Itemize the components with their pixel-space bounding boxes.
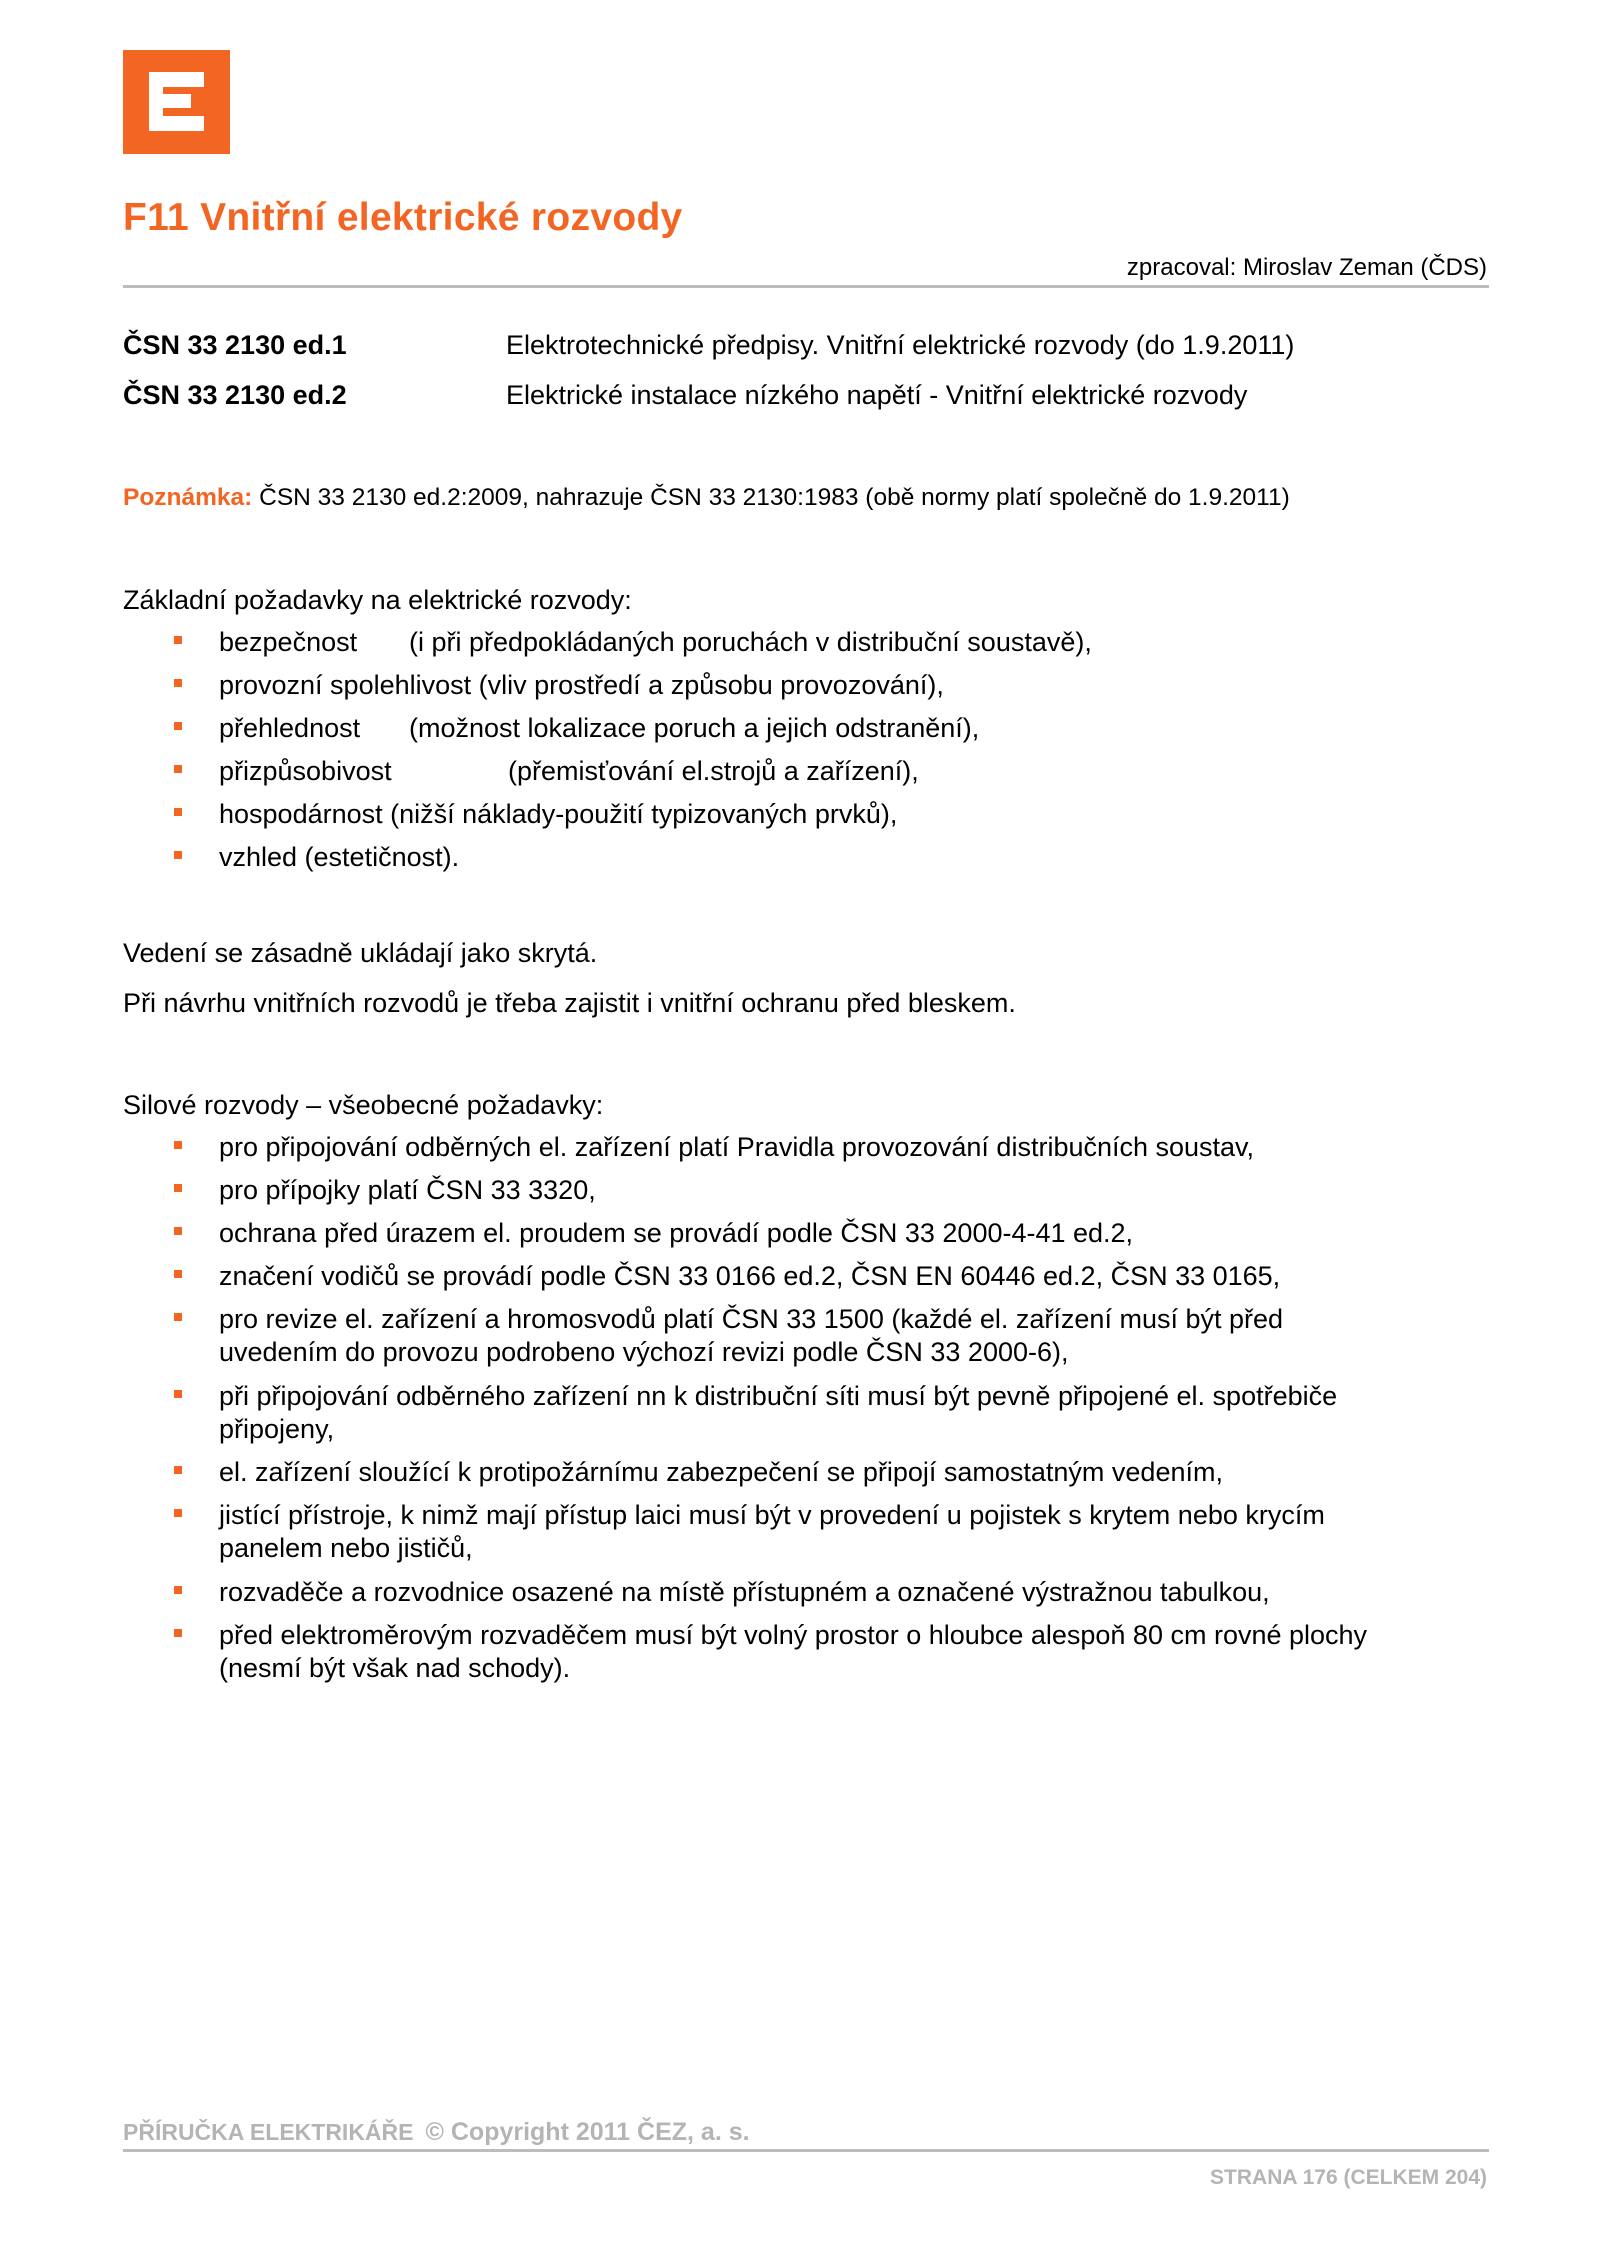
bullet-icon	[174, 1313, 182, 1321]
paragraph: Vedení se zásadně ukládají jako skrytá.	[123, 938, 598, 968]
standard-code: ČSN 33 2130 ed.1	[123, 330, 347, 360]
list-item-line: uvedením do provozu podrobeno výchozí revizi podle ČSN 33 2000-6),	[219, 1337, 1069, 1367]
list-item-line: pro připojování odběrných el. zařízení platí Pravidla provozování distribučních soustav,	[219, 1132, 1255, 1162]
bullet-icon	[174, 636, 182, 644]
list-item	[219, 755, 1489, 788]
list-item-line: el. zařízení sloužící k protipožárnímu zabezpečení se připojí samostatným vedením,	[219, 1457, 1223, 1487]
page-title: F11 Vnitřní elektrické rozvody	[123, 196, 683, 239]
list-item	[219, 1174, 1489, 1207]
list-item-line: připojeny,	[219, 1414, 335, 1444]
list-item: hospodárnost (nižší náklady-použití typizovaných prvků),	[219, 799, 898, 829]
list-item-term: přizpůsobivost	[219, 756, 392, 786]
note-text: ČSN 33 2130 ed.2:2009, nahrazuje ČSN 33 2130:1983 (obě normy platí společně do 1.9.2011)	[252, 484, 1290, 511]
list-item-line: (nesmí být však nad schody).	[219, 1653, 571, 1683]
bullet-icon	[174, 765, 182, 773]
bullet-icon	[174, 1184, 182, 1192]
list-item-detail: (možnost lokalizace poruch a jejich odstranění),	[409, 713, 980, 743]
footer-copyright: © Copyright 2011 ČEZ, a. s.	[425, 2118, 750, 2146]
list-item-line: značení vodičů se provádí podle ČSN 33 0166 ed.2, ČSN EN 60446 ed.2, ČSN 33 0165,	[219, 1261, 1281, 1291]
standard-description: Elektrotechnické předpisy. Vnitřní elektrické rozvody (do 1.9.2011)	[506, 330, 1295, 360]
list-item	[219, 1303, 1489, 1369]
bullet-icon	[174, 1509, 182, 1517]
list-item	[219, 1380, 1489, 1446]
bullet-icon	[174, 1227, 182, 1235]
cez-logo-icon	[123, 50, 230, 154]
list-item-line: jistící přístroje, k nimž mají přístup laici musí být v provedení u pojistek s krytem nebo krycím	[219, 1500, 1325, 1530]
footer-publication	[123, 2118, 750, 2147]
list-item	[219, 626, 1489, 659]
list-item	[219, 712, 1489, 745]
list-item	[219, 1260, 1489, 1293]
list-item-line: rozvaděče a rozvodnice osazené na místě přístupném a označené výstražnou tabulkou,	[219, 1577, 1270, 1607]
list-item-line: pro revize el. zařízení a hromosvodů platí ČSN 33 1500 (každé el. zařízení musí být před	[219, 1304, 1284, 1334]
bullet-icon	[174, 1270, 182, 1278]
bullet-icon	[174, 808, 182, 816]
author-line: zpracoval: Miroslav Zeman (ČDS)	[1126, 254, 1487, 281]
bullet-icon	[174, 722, 182, 730]
note-label: Poznámka:	[123, 484, 253, 511]
list-item-line: panelem nebo jističů,	[219, 1533, 473, 1563]
footer-divider	[123, 2149, 1489, 2152]
list-item: provozní spolehlivost (vliv prostředí a způsobu provozování),	[219, 670, 944, 700]
bullet-icon	[174, 1466, 182, 1474]
header-divider	[123, 285, 1489, 288]
list-item-detail: (i při předpokládaných poruchách v distribuční soustavě),	[409, 627, 1092, 657]
standard-description: Elektrické instalace nízkého napětí - Vnitřní elektrické rozvody	[506, 380, 1248, 410]
list-item	[219, 1499, 1489, 1565]
list-item	[219, 1456, 1489, 1489]
section-heading: Základní požadavky na elektrické rozvody:	[123, 585, 632, 615]
list-item	[219, 1131, 1489, 1164]
list-item-line: před elektroměrovým rozvaděčem musí být volný prostor o hloubce alespoň 80 cm rovné plochy	[219, 1620, 1368, 1650]
list-item	[219, 1576, 1489, 1609]
bullet-icon	[174, 1390, 182, 1398]
list-item	[219, 1619, 1489, 1685]
list-item: vzhled (estetičnost).	[219, 842, 460, 872]
standard-code: ČSN 33 2130 ed.2	[123, 380, 347, 410]
list-item-term: přehlednost	[219, 713, 361, 743]
list-item-line: pro přípojky platí ČSN 33 3320,	[219, 1175, 596, 1205]
list-item-detail: (přemisťování el.strojů a zařízení),	[508, 756, 919, 786]
page-number: STRANA 176 (CELKEM 204)	[1210, 2166, 1487, 2189]
list-item-term: bezpečnost	[219, 627, 358, 657]
bullet-icon	[174, 1141, 182, 1149]
note	[123, 484, 1290, 512]
footer-title: PŘÍRUČKA ELEKTRIKÁŘE	[123, 2119, 414, 2145]
bullet-icon	[174, 679, 182, 687]
list-item	[219, 1217, 1489, 1250]
bullet-icon	[174, 1629, 182, 1637]
bullet-icon	[174, 1586, 182, 1594]
list-item-line: ochrana před úrazem el. proudem se provádí podle ČSN 33 2000-4-41 ed.2,	[219, 1218, 1134, 1248]
paragraph: Při návrhu vnitřních rozvodů je třeba zajistit i vnitřní ochranu před bleskem.	[123, 988, 1016, 1018]
section-heading: Silové rozvody – všeobecné požadavky:	[123, 1090, 604, 1120]
bullet-icon	[174, 851, 182, 859]
list-item-line: při připojování odběrného zařízení nn k distribuční síti musí být pevně připojené el. spotřebiče	[219, 1381, 1338, 1411]
